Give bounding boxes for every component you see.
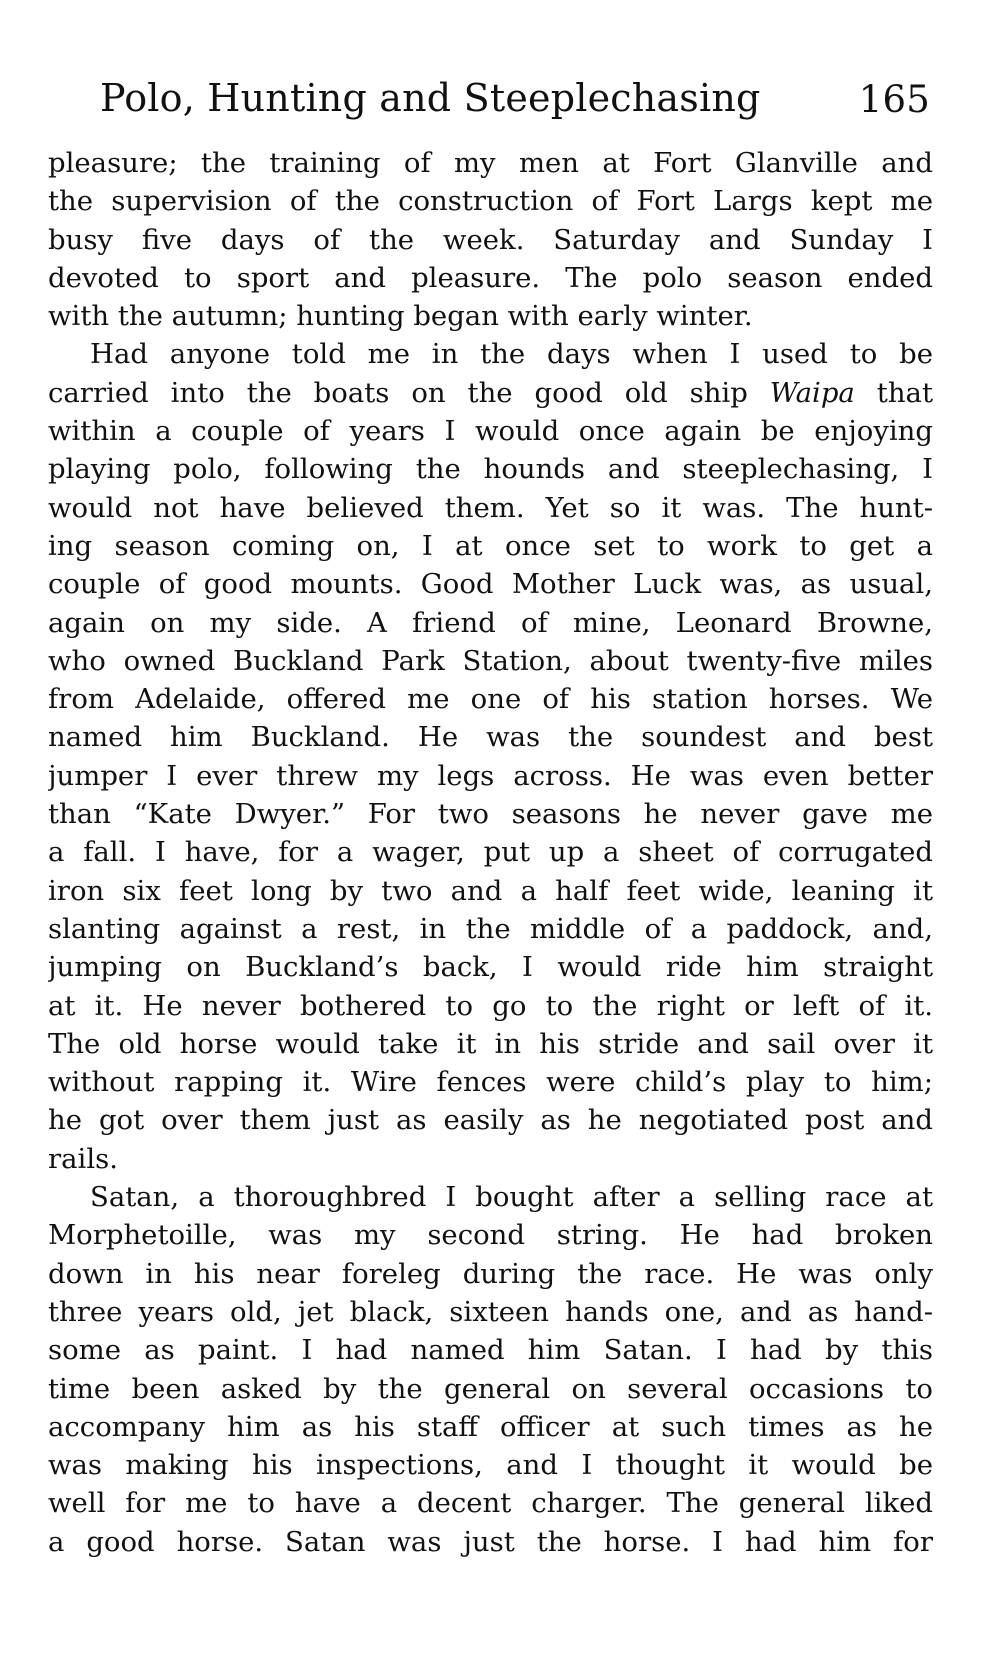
text-line: again on my side. A friend of mine, Leonard Browne, [48,606,933,639]
text-line: Had anyone told me in the days when I used to be [90,338,933,371]
text-line: than “Kate Dwyer.” For two seasons he never gave me [48,798,933,831]
text-line: playing polo, following the hounds and steeplechasing, I [48,453,933,486]
text-line: some as paint. I had named him Satan. I had by this [48,1334,933,1367]
text-line: devoted to sport and pleasure. The polo season ended [48,261,933,294]
text-line: well for me to have a decent charger. The general liked [48,1487,933,1520]
text-line: pleasure; the training of my men at Fort Glanville and [48,147,933,179]
text-line: ing season coming on, I at once set to work to get a [48,529,933,562]
text-line: slanting against a rest, in the middle of a paddock, and, [48,912,933,945]
text-line: jumper I ever threw my legs across. He was even better [48,759,933,792]
text-line: without rapping it. Wire fences were child’s play to him; [48,1066,933,1099]
running-head [100,76,930,136]
text-line: he got over them just as easily as he negotiated post and [48,1104,933,1137]
text-line: named him Buckland. He was the soundest and best [48,721,933,754]
text-line: a good horse. Satan was just the horse. I had him for [48,1525,933,1558]
text-line: within a couple of years I would once again be enjoying [48,415,933,448]
chapter-title: Polo, Hunting and Steeplechasing [100,76,761,120]
text-line: at it. He never bothered to go to the right or left of it. [48,989,933,1022]
text-line: who owned Buckland Park Station, about twenty-five miles [48,644,933,677]
text-line: The old horse would take it in his stride and sail over it [48,1027,933,1060]
text-line: from Adelaide, offered me one of his station horses. We [48,683,933,716]
text-line: rails. [48,1142,118,1175]
text-line: with the autumn; hunting began with early winter. [48,300,753,333]
text-line: a fall. I have, for a wager, put up a sheet of corrugated [48,836,933,869]
text-line: time been asked by the general on several occasions to [48,1372,933,1405]
page-number: 165 [858,78,930,121]
text-line: couple of good mounts. Good Mother Luck was, as usual, [48,568,933,601]
text-line: down in his near foreleg during the race. He was only [48,1257,933,1290]
text-line: busy five days of the week. Saturday and Sunday I [48,223,933,256]
text-line: Morphetoille, was my second string. He had broken [48,1219,933,1252]
text-line: accompany him as his staff officer at such times as he [48,1410,933,1443]
text-line: Satan, a thoroughbred I bought after a selling race at [90,1181,933,1214]
text-line: three years old, jet black, sixteen hands one, and as hand- [48,1295,933,1328]
text-segment: carried into the boats on the good old ship [48,376,748,409]
text-line: was making his inspections, and I thought it would be [48,1449,933,1482]
text-line-with-ship-name [48,374,933,412]
text-line: the supervision of the construction of Fort Largs kept me [48,185,933,218]
text-line: iron six feet long by two and a half feet wide, leaning it [48,874,933,907]
text-segment: that [876,376,933,409]
text-line: jumping on Buckland’s back, I would ride him straight [48,951,933,984]
text-line: would not have believed them. Yet so it was. The hunt- [48,491,933,524]
ship-name: Waipa [769,376,855,409]
body-text [48,144,933,1561]
